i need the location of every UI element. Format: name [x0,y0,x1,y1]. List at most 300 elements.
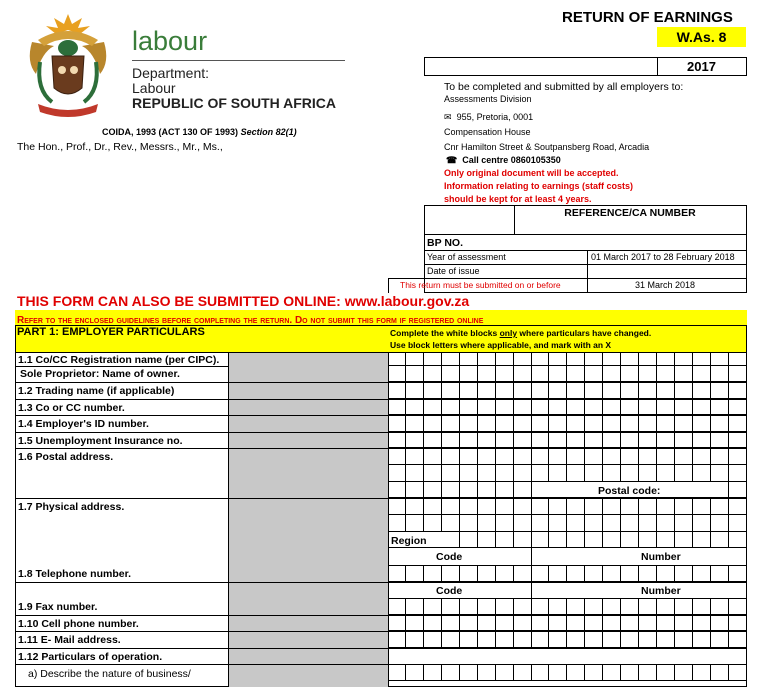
entry-cell[interactable] [585,353,603,365]
entry-cell[interactable] [532,515,550,531]
entry-cell[interactable] [657,465,675,481]
entry-cell[interactable] [478,415,496,431]
entry-cell[interactable] [496,598,514,614]
entry-cell[interactable] [549,515,567,531]
entry-cell[interactable] [639,515,657,531]
entry-cell[interactable] [603,631,621,647]
entry-cell[interactable] [585,482,603,497]
entry-cell[interactable] [478,615,496,630]
entry-cell[interactable] [549,631,567,647]
entry-cell[interactable] [496,415,514,431]
entry-cell[interactable] [603,532,621,547]
entry-cell[interactable] [603,565,621,581]
entry-cell[interactable] [621,565,639,581]
entry-cell[interactable] [729,366,747,381]
entry-cell[interactable] [621,448,639,464]
entry-cell[interactable] [711,532,729,547]
entry-cell[interactable] [585,532,603,547]
entry-cell[interactable] [657,515,675,531]
entry-cell[interactable] [460,664,478,680]
entry-cell[interactable] [567,465,585,481]
entry-cell[interactable] [639,432,657,447]
entry-cell[interactable] [460,465,478,481]
entry-cell[interactable] [693,353,711,365]
entry-cell[interactable] [585,399,603,414]
entry-cell[interactable] [532,382,550,398]
entry-cell[interactable] [532,399,550,414]
entry-cell-row[interactable] [388,532,747,548]
entry-cell[interactable] [406,465,424,481]
entry-cell[interactable] [388,498,406,514]
entry-cell[interactable] [693,498,711,514]
entry-cell[interactable] [478,432,496,447]
entry-cell[interactable] [496,482,514,497]
entry-cell[interactable] [621,415,639,431]
entry-cell[interactable] [693,565,711,581]
entry-cell[interactable] [514,565,532,581]
entry-cell[interactable] [711,382,729,398]
entry-cell[interactable] [693,631,711,647]
entry-cell[interactable] [514,631,532,647]
entry-cell[interactable] [639,353,657,365]
entry-cell[interactable] [442,565,460,581]
entry-cell[interactable] [549,399,567,414]
entry-cell[interactable] [693,432,711,447]
entry-cell[interactable] [657,598,675,614]
entry-cell[interactable] [406,664,424,680]
entry-cell[interactable] [388,415,406,431]
entry-cell[interactable] [693,465,711,481]
entry-cell[interactable] [460,498,478,514]
entry-cell[interactable] [514,353,532,365]
entry-cell[interactable] [675,631,693,647]
entry-cell[interactable] [675,532,693,547]
entry-cell[interactable] [729,432,747,447]
entry-cell[interactable] [621,532,639,547]
entry-cell[interactable] [567,664,585,680]
entry-cell[interactable] [496,366,514,381]
entry-cell[interactable] [514,465,532,481]
entry-cell[interactable] [729,415,747,431]
entry-cell[interactable] [675,515,693,531]
entry-cell[interactable] [460,515,478,531]
entry-cell[interactable] [657,432,675,447]
entry-cell[interactable] [549,615,567,630]
entry-cell[interactable] [729,465,747,481]
entry-cell[interactable] [549,415,567,431]
entry-cell[interactable] [388,515,406,531]
entry-cell[interactable] [711,399,729,414]
entry-cell[interactable] [729,565,747,581]
entry-cell[interactable] [442,382,460,398]
entry-cell[interactable] [639,399,657,414]
entry-cell[interactable] [639,631,657,647]
entry-cell[interactable] [442,399,460,414]
entry-cell[interactable] [585,515,603,531]
entry-cell[interactable] [711,366,729,381]
entry-cell[interactable] [406,353,424,365]
entry-cell[interactable] [675,482,693,497]
entry-cell-row[interactable] [388,565,747,582]
entry-cell[interactable] [442,415,460,431]
entry-cell[interactable] [711,615,729,630]
entry-cell[interactable] [711,353,729,365]
entry-cell[interactable] [478,598,496,614]
entry-cell[interactable] [711,664,729,680]
entry-cell[interactable] [532,415,550,431]
entry-cell[interactable] [532,598,550,614]
entry-cell[interactable] [532,565,550,581]
entry-cell[interactable] [603,598,621,614]
entry-cell[interactable] [585,366,603,381]
entry-cell[interactable] [424,448,442,464]
entry-cell[interactable] [567,448,585,464]
entry-cell[interactable] [388,432,406,447]
entry-cell[interactable] [424,664,442,680]
entry-cell[interactable] [496,631,514,647]
entry-cell[interactable] [442,353,460,365]
entry-cell[interactable] [711,415,729,431]
entry-cell[interactable] [406,432,424,447]
entry-cell[interactable] [567,382,585,398]
entry-cell[interactable] [424,382,442,398]
entry-cell[interactable] [496,382,514,398]
entry-cell[interactable] [711,565,729,581]
entry-cell[interactable] [549,382,567,398]
entry-cell[interactable] [478,515,496,531]
entry-cell[interactable] [406,498,424,514]
entry-cell[interactable] [406,482,424,497]
entry-cell-row[interactable] [388,631,747,648]
entry-cell[interactable] [478,399,496,414]
entry-cell[interactable] [532,482,550,497]
entry-cell[interactable] [496,664,514,680]
entry-cell[interactable] [657,353,675,365]
entry-cell[interactable] [567,415,585,431]
entry-cell[interactable] [478,664,496,680]
entry-cell[interactable] [639,382,657,398]
entry-cell[interactable] [424,498,442,514]
entry-cell[interactable] [657,448,675,464]
entry-cell[interactable] [639,532,657,547]
entry-cell[interactable] [514,482,532,497]
entry-cell[interactable] [621,465,639,481]
entry-cell[interactable] [532,615,550,630]
entry-cell[interactable] [406,448,424,464]
entry-cell[interactable] [388,382,406,398]
entry-cell[interactable] [603,353,621,365]
entry-cell[interactable] [585,631,603,647]
entry-cell-row[interactable] [388,598,747,615]
entry-cell-row[interactable] [388,448,747,465]
entry-cell[interactable] [585,664,603,680]
entry-cell[interactable] [460,482,478,497]
entry-cell[interactable] [424,465,442,481]
entry-cell[interactable] [442,432,460,447]
entry-cell[interactable] [567,631,585,647]
entry-cell[interactable] [621,382,639,398]
entry-cell-row[interactable] [388,415,747,432]
entry-cell[interactable] [514,598,532,614]
entry-cell[interactable] [657,366,675,381]
entry-cell[interactable] [549,448,567,464]
entry-cell[interactable] [585,598,603,614]
entry-cell[interactable] [729,515,747,531]
entry-cell[interactable] [406,532,424,547]
entry-cell[interactable] [675,382,693,398]
entry-cell[interactable] [532,366,550,381]
entry-cell-row[interactable] [388,515,747,532]
entry-cell[interactable] [514,399,532,414]
entry-cell[interactable] [532,532,550,547]
entry-cell[interactable] [514,415,532,431]
entry-cell[interactable] [460,399,478,414]
entry-cell[interactable] [585,498,603,514]
entry-cell[interactable] [603,465,621,481]
entry-cell[interactable] [693,482,711,497]
entry-cell[interactable] [388,631,406,647]
entry-cell[interactable] [406,631,424,647]
entry-cell[interactable] [603,482,621,497]
entry-cell[interactable] [532,353,550,365]
entry-cell[interactable] [424,399,442,414]
entry-cell[interactable] [621,366,639,381]
entry-cell[interactable] [621,399,639,414]
entry-cell[interactable] [729,532,747,547]
entry-cell[interactable] [514,432,532,447]
entry-cell[interactable] [549,482,567,497]
entry-cell[interactable] [532,498,550,514]
entry-cell[interactable] [711,482,729,497]
entry-cell[interactable] [567,615,585,630]
entry-cell[interactable] [424,353,442,365]
entry-cell[interactable] [496,565,514,581]
entry-cell[interactable] [532,432,550,447]
entry-cell[interactable] [496,399,514,414]
entry-cell[interactable] [567,498,585,514]
entry-cell[interactable] [639,598,657,614]
entry-cell[interactable] [549,465,567,481]
entry-cell[interactable] [388,598,406,614]
entry-cell[interactable] [549,498,567,514]
entry-cell[interactable] [603,498,621,514]
entry-cell[interactable] [442,664,460,680]
entry-cell[interactable] [675,615,693,630]
entry-cell[interactable] [460,598,478,614]
entry-cell[interactable] [514,498,532,514]
entry-cell-row[interactable] [388,366,747,382]
entry-cell[interactable] [549,598,567,614]
entry-cell[interactable] [675,399,693,414]
entry-cell[interactable] [711,515,729,531]
entry-cell[interactable] [406,399,424,414]
entry-cell[interactable] [388,366,406,381]
entry-cell[interactable] [388,465,406,481]
entry-cell[interactable] [496,448,514,464]
entry-cell[interactable] [711,448,729,464]
entry-cell[interactable] [514,615,532,630]
entry-cell[interactable] [657,482,675,497]
entry-cell[interactable] [693,382,711,398]
entry-cell[interactable] [460,448,478,464]
entry-cell[interactable] [460,366,478,381]
entry-cell[interactable] [729,399,747,414]
entry-cell[interactable] [657,615,675,630]
entry-cell[interactable] [675,565,693,581]
entry-cell[interactable] [549,353,567,365]
entry-cell[interactable] [442,482,460,497]
entry-cell[interactable] [460,532,478,547]
entry-cell[interactable] [496,498,514,514]
entry-cell[interactable] [424,515,442,531]
entry-cell[interactable] [478,366,496,381]
entry-cell[interactable] [442,366,460,381]
entry-cell[interactable] [406,366,424,381]
entry-cell[interactable] [729,482,747,497]
entry-cell[interactable] [729,448,747,464]
entry-cell[interactable] [603,432,621,447]
entry-cell[interactable] [424,615,442,630]
entry-cell[interactable] [657,631,675,647]
entry-cell[interactable] [711,432,729,447]
entry-cell[interactable] [406,615,424,630]
entry-cell[interactable] [478,465,496,481]
entry-cell[interactable] [567,432,585,447]
entry-cell[interactable] [514,664,532,680]
entry-cell[interactable] [711,598,729,614]
entry-cell[interactable] [639,366,657,381]
entry-cell[interactable] [621,482,639,497]
entry-cell[interactable] [442,615,460,630]
entry-cell-row[interactable] [388,465,747,482]
entry-cell[interactable] [585,415,603,431]
entry-cell[interactable] [388,448,406,464]
entry-cell[interactable] [406,598,424,614]
entry-cell[interactable] [603,515,621,531]
entry-cell[interactable] [460,565,478,581]
entry-cell-row[interactable] [388,399,747,415]
entry-cell[interactable] [657,565,675,581]
entry-cell[interactable] [585,565,603,581]
entry-cell[interactable] [675,498,693,514]
entry-cell[interactable] [549,565,567,581]
entry-cell[interactable] [496,515,514,531]
entry-cell[interactable] [406,515,424,531]
entry-cell[interactable] [657,415,675,431]
entry-cell[interactable] [657,532,675,547]
entry-cell[interactable] [639,415,657,431]
entry-cell[interactable] [621,353,639,365]
entry-cell[interactable] [424,598,442,614]
entry-cell[interactable] [478,448,496,464]
entry-cell[interactable] [657,382,675,398]
entry-cell[interactable] [478,631,496,647]
entry-cell-row[interactable] [388,382,747,399]
entry-cell[interactable] [388,615,406,630]
entry-cell[interactable] [406,415,424,431]
entry-cell[interactable] [675,664,693,680]
entry-cell[interactable] [460,415,478,431]
entry-cell[interactable] [603,366,621,381]
entry-cell[interactable] [549,664,567,680]
entry-cell[interactable] [549,432,567,447]
entry-cell[interactable] [639,448,657,464]
entry-cell[interactable] [424,532,442,547]
entry-cell[interactable] [514,366,532,381]
entry-cell-row[interactable] [388,353,747,366]
entry-cell[interactable] [514,382,532,398]
entry-cell[interactable] [424,432,442,447]
entry-cell-row[interactable] [388,664,747,681]
entry-cell-row[interactable] [388,432,747,448]
entry-cell[interactable] [729,382,747,398]
entry-cell[interactable] [729,664,747,680]
entry-cell[interactable] [621,432,639,447]
entry-cell[interactable] [603,615,621,630]
entry-cell[interactable] [460,631,478,647]
entry-cell[interactable] [532,465,550,481]
entry-cell[interactable] [621,498,639,514]
entry-cell[interactable] [532,448,550,464]
entry-cell[interactable] [567,366,585,381]
entry-cell[interactable] [549,532,567,547]
entry-cell[interactable] [603,415,621,431]
entry-cell[interactable] [388,399,406,414]
entry-cell[interactable] [532,631,550,647]
entry-cell[interactable] [549,366,567,381]
entry-cell[interactable] [442,448,460,464]
entry-cell[interactable] [585,615,603,630]
entry-cell[interactable] [639,565,657,581]
entry-cell[interactable] [442,532,460,547]
entry-cell-row[interactable] [388,498,747,515]
entry-cell[interactable] [729,615,747,630]
entry-cell[interactable] [693,532,711,547]
entry-cell[interactable] [460,432,478,447]
entry-cell[interactable] [496,465,514,481]
entry-cell[interactable] [442,498,460,514]
entry-cell[interactable] [585,432,603,447]
entry-cell[interactable] [442,465,460,481]
entry-cell[interactable] [621,598,639,614]
entry-cell[interactable] [639,465,657,481]
entry-cell[interactable] [406,382,424,398]
entry-cell[interactable] [567,565,585,581]
entry-cell[interactable] [693,415,711,431]
entry-cell[interactable] [532,664,550,680]
entry-cell[interactable] [729,631,747,647]
entry-cell[interactable] [478,532,496,547]
entry-cell[interactable] [729,353,747,365]
entry-cell[interactable] [675,366,693,381]
entry-cell-row[interactable] [388,615,747,631]
entry-cell[interactable] [693,598,711,614]
entry-cell[interactable] [693,515,711,531]
entry-cell[interactable] [496,532,514,547]
entry-cell[interactable] [693,399,711,414]
entry-cell[interactable] [496,432,514,447]
entry-cell[interactable] [567,598,585,614]
entry-cell[interactable] [478,565,496,581]
entry-cell[interactable] [675,598,693,614]
entry-cell[interactable] [693,615,711,630]
entry-cell[interactable] [424,415,442,431]
entry-cell[interactable] [621,664,639,680]
entry-cell[interactable] [603,399,621,414]
entry-cell[interactable] [567,399,585,414]
entry-cell[interactable] [585,465,603,481]
entry-cell[interactable] [567,515,585,531]
